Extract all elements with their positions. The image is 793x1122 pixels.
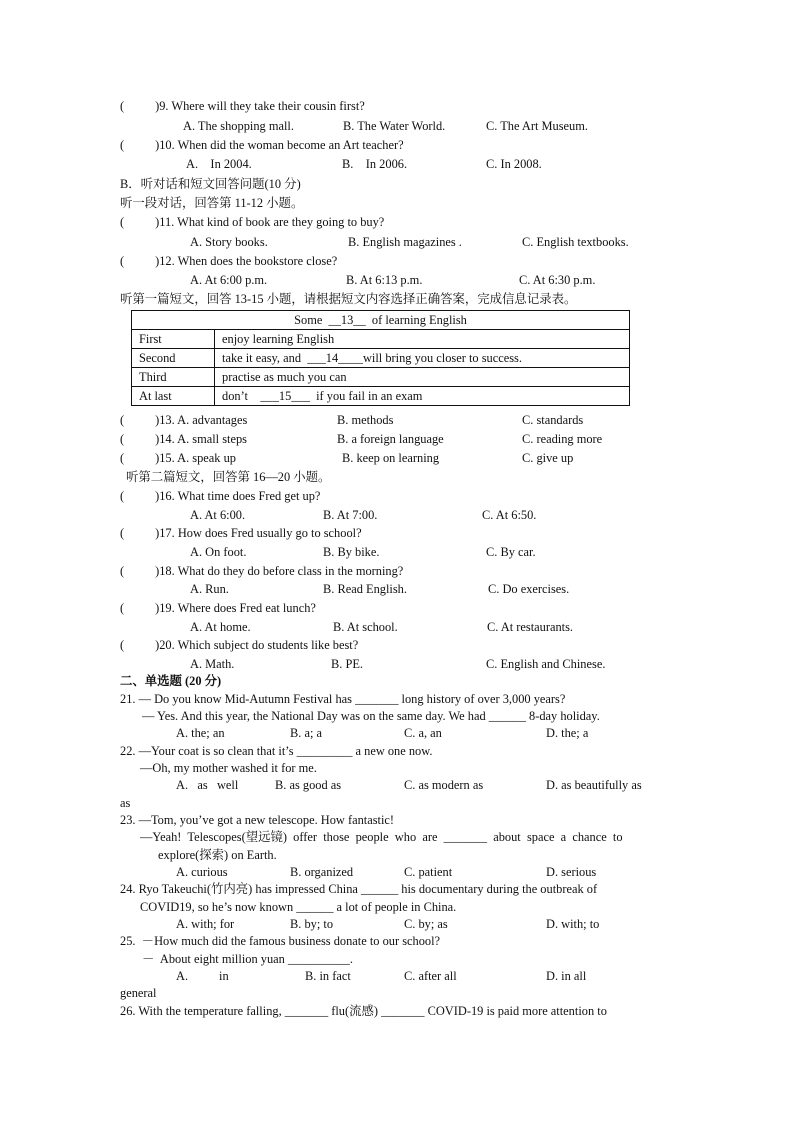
option-21c: C. a, an bbox=[404, 726, 442, 740]
info-record-table bbox=[131, 310, 630, 406]
option-19b: B. At school. bbox=[333, 620, 398, 634]
row-text: practise as much you can bbox=[215, 368, 630, 387]
option-12b: B. At 6:13 p.m. bbox=[346, 273, 423, 287]
table-header: Some __13__ of learning English bbox=[132, 311, 630, 330]
option-23b: B. organized bbox=[290, 865, 354, 879]
option-13c: C. standards bbox=[522, 413, 584, 427]
table-row bbox=[132, 330, 630, 349]
option-24b: B. by; to bbox=[290, 917, 334, 931]
part-2-heading: 二、单选题 (20 分) bbox=[120, 674, 222, 688]
option-23c: C. patient bbox=[404, 865, 453, 879]
option-22b: B. as good as bbox=[275, 778, 342, 792]
row-text: don’t ___15___ if you fail in an exam bbox=[215, 387, 630, 406]
option-25b: B. in fact bbox=[305, 969, 351, 983]
question-23-line-2: —Yeah! Telescopes(望远镜) offer those people who are _______ about space a chance to bbox=[140, 830, 623, 844]
passage-2-instruction: 听第二篇短文，回答第 16—20 小题。 bbox=[126, 470, 331, 484]
question-25-line-2: － About eight million yuan __________. bbox=[142, 952, 353, 966]
option-15c: C. give up bbox=[522, 451, 574, 465]
option-16b: B. At 7:00. bbox=[323, 508, 378, 522]
option-24c: C. by; as bbox=[404, 917, 448, 931]
row-text: enjoy learning English bbox=[215, 330, 630, 349]
row-label: Third bbox=[132, 368, 215, 387]
question-25: 25. －How much did the famous business donate to our school? bbox=[120, 934, 441, 948]
option-24d: D. with; to bbox=[546, 917, 600, 931]
option-22d: D. as beautifully as bbox=[546, 778, 642, 792]
option-25a-wrap: general bbox=[120, 986, 157, 1000]
question-14: ( )14. A. small steps bbox=[120, 432, 247, 446]
option-22d-wrap: as bbox=[120, 796, 131, 810]
option-15b: B. keep on learning bbox=[342, 451, 440, 465]
option-14c: C. reading more bbox=[522, 432, 603, 446]
question-21: 21. — Do you know Mid-Autumn Festival has _______ long history of over 3,000 years? bbox=[120, 692, 566, 706]
passage-1-instruction: 听第一篇短文，回答 13-15 小题，请根据短文内容选择正确答案，完成信息记录表。 bbox=[120, 292, 577, 306]
option-21a: A. the; an bbox=[176, 726, 225, 740]
question-20: ( )20. Which subject do students like best? bbox=[120, 638, 359, 652]
question-16: ( )16. What time does Fred get up? bbox=[120, 489, 321, 503]
question-24-line-2: COVID19, so he’s now known ______ a lot of people in China. bbox=[140, 900, 457, 914]
option-10b: B. In 2006. bbox=[342, 157, 408, 171]
table-row bbox=[132, 387, 630, 406]
row-label: At last bbox=[132, 387, 215, 406]
question-10: ( )10. When did the woman become an Art teacher? bbox=[120, 138, 404, 152]
option-23d: D. serious bbox=[546, 865, 597, 879]
option-20b: B. PE. bbox=[331, 657, 364, 671]
question-19: ( )19. Where does Fred eat lunch? bbox=[120, 601, 316, 615]
option-25a: A. in bbox=[176, 969, 229, 983]
option-17b: B. By bike. bbox=[323, 545, 380, 559]
option-18a: A. Run. bbox=[190, 582, 229, 596]
option-12a: A. At 6:00 p.m. bbox=[190, 273, 268, 287]
option-12c: C. At 6:30 p.m. bbox=[519, 273, 596, 287]
question-15: ( )15. A. speak up bbox=[120, 451, 236, 465]
option-22c: C. as modern as bbox=[404, 778, 484, 792]
option-23a: A. curious bbox=[176, 865, 228, 879]
question-22: 22. —Your coat is so clean that it’s _________ a new one now. bbox=[120, 744, 433, 758]
option-10c: C. In 2008. bbox=[486, 157, 542, 171]
option-21d: D. the; a bbox=[546, 726, 589, 740]
option-22a: A. as well bbox=[176, 778, 239, 792]
option-9a: A. The shopping mall. bbox=[183, 119, 294, 133]
row-label: Second bbox=[132, 349, 215, 368]
option-11a: A. Story books. bbox=[190, 235, 268, 249]
option-20c: C. English and Chinese. bbox=[486, 657, 606, 671]
option-18c: C. Do exercises. bbox=[488, 582, 570, 596]
question-22-line-2: —Oh, my mother washed it for me. bbox=[140, 761, 317, 775]
option-11c: C. English textbooks. bbox=[522, 235, 629, 249]
option-11b: B. English magazines . bbox=[348, 235, 462, 249]
option-16c: C. At 6:50. bbox=[482, 508, 537, 522]
question-9: ( )9. Where will they take their cousin first? bbox=[120, 99, 365, 113]
table-row bbox=[132, 368, 630, 387]
section-b-heading: B．听对话和短文回答问题(10 分) bbox=[120, 177, 301, 191]
option-10a: A. In 2004. bbox=[186, 157, 252, 171]
option-24a: A. with; for bbox=[176, 917, 235, 931]
question-12: ( )12. When does the bookstore close? bbox=[120, 254, 338, 268]
option-13b: B. methods bbox=[337, 413, 394, 427]
question-23-line-3: explore(探索) on Earth. bbox=[158, 848, 277, 862]
option-19a: A. At home. bbox=[190, 620, 251, 634]
option-18b: B. Read English. bbox=[323, 582, 407, 596]
option-9b: B. The Water World. bbox=[343, 119, 446, 133]
option-19c: C. At restaurants. bbox=[487, 620, 574, 634]
question-23: 23. —Tom, you’ve got a new telescope. How fantastic! bbox=[120, 813, 395, 827]
question-17: ( )17. How does Fred usually go to school? bbox=[120, 526, 362, 540]
question-18: ( )18. What do they do before class in the morning? bbox=[120, 564, 404, 578]
option-21b: B. a; a bbox=[290, 726, 322, 740]
option-17c: C. By car. bbox=[486, 545, 536, 559]
option-25c: C. after all bbox=[404, 969, 457, 983]
row-label: First bbox=[132, 330, 215, 349]
table-row bbox=[132, 349, 630, 368]
question-26: 26. With the temperature falling, _______ flu(流感) _______ COVID-19 is paid more attention to bbox=[120, 1004, 607, 1018]
option-20a: A. Math. bbox=[190, 657, 235, 671]
question-11: ( )11. What kind of book are they going to buy? bbox=[120, 215, 385, 229]
option-14b: B. a foreign language bbox=[337, 432, 444, 446]
row-text: take it easy, and ___14____will bring you closer to success. bbox=[215, 349, 630, 368]
dialog-instruction: 听一段对话，回答第 11-12 小题。 bbox=[120, 196, 304, 210]
question-24: 24. Ryo Takeuchi(竹内亮) has impressed China ______ his documentary during the outbreak of bbox=[120, 882, 598, 896]
option-25d: D. in all bbox=[546, 969, 587, 983]
question-21-line-2: — Yes. And this year, the National Day was on the same day. We had ______ 8-day holiday. bbox=[142, 709, 600, 723]
option-16a: A. At 6:00. bbox=[190, 508, 246, 522]
option-17a: A. On foot. bbox=[190, 545, 247, 559]
question-13: ( )13. A. advantages bbox=[120, 413, 248, 427]
option-9c: C. The Art Museum. bbox=[486, 119, 588, 133]
